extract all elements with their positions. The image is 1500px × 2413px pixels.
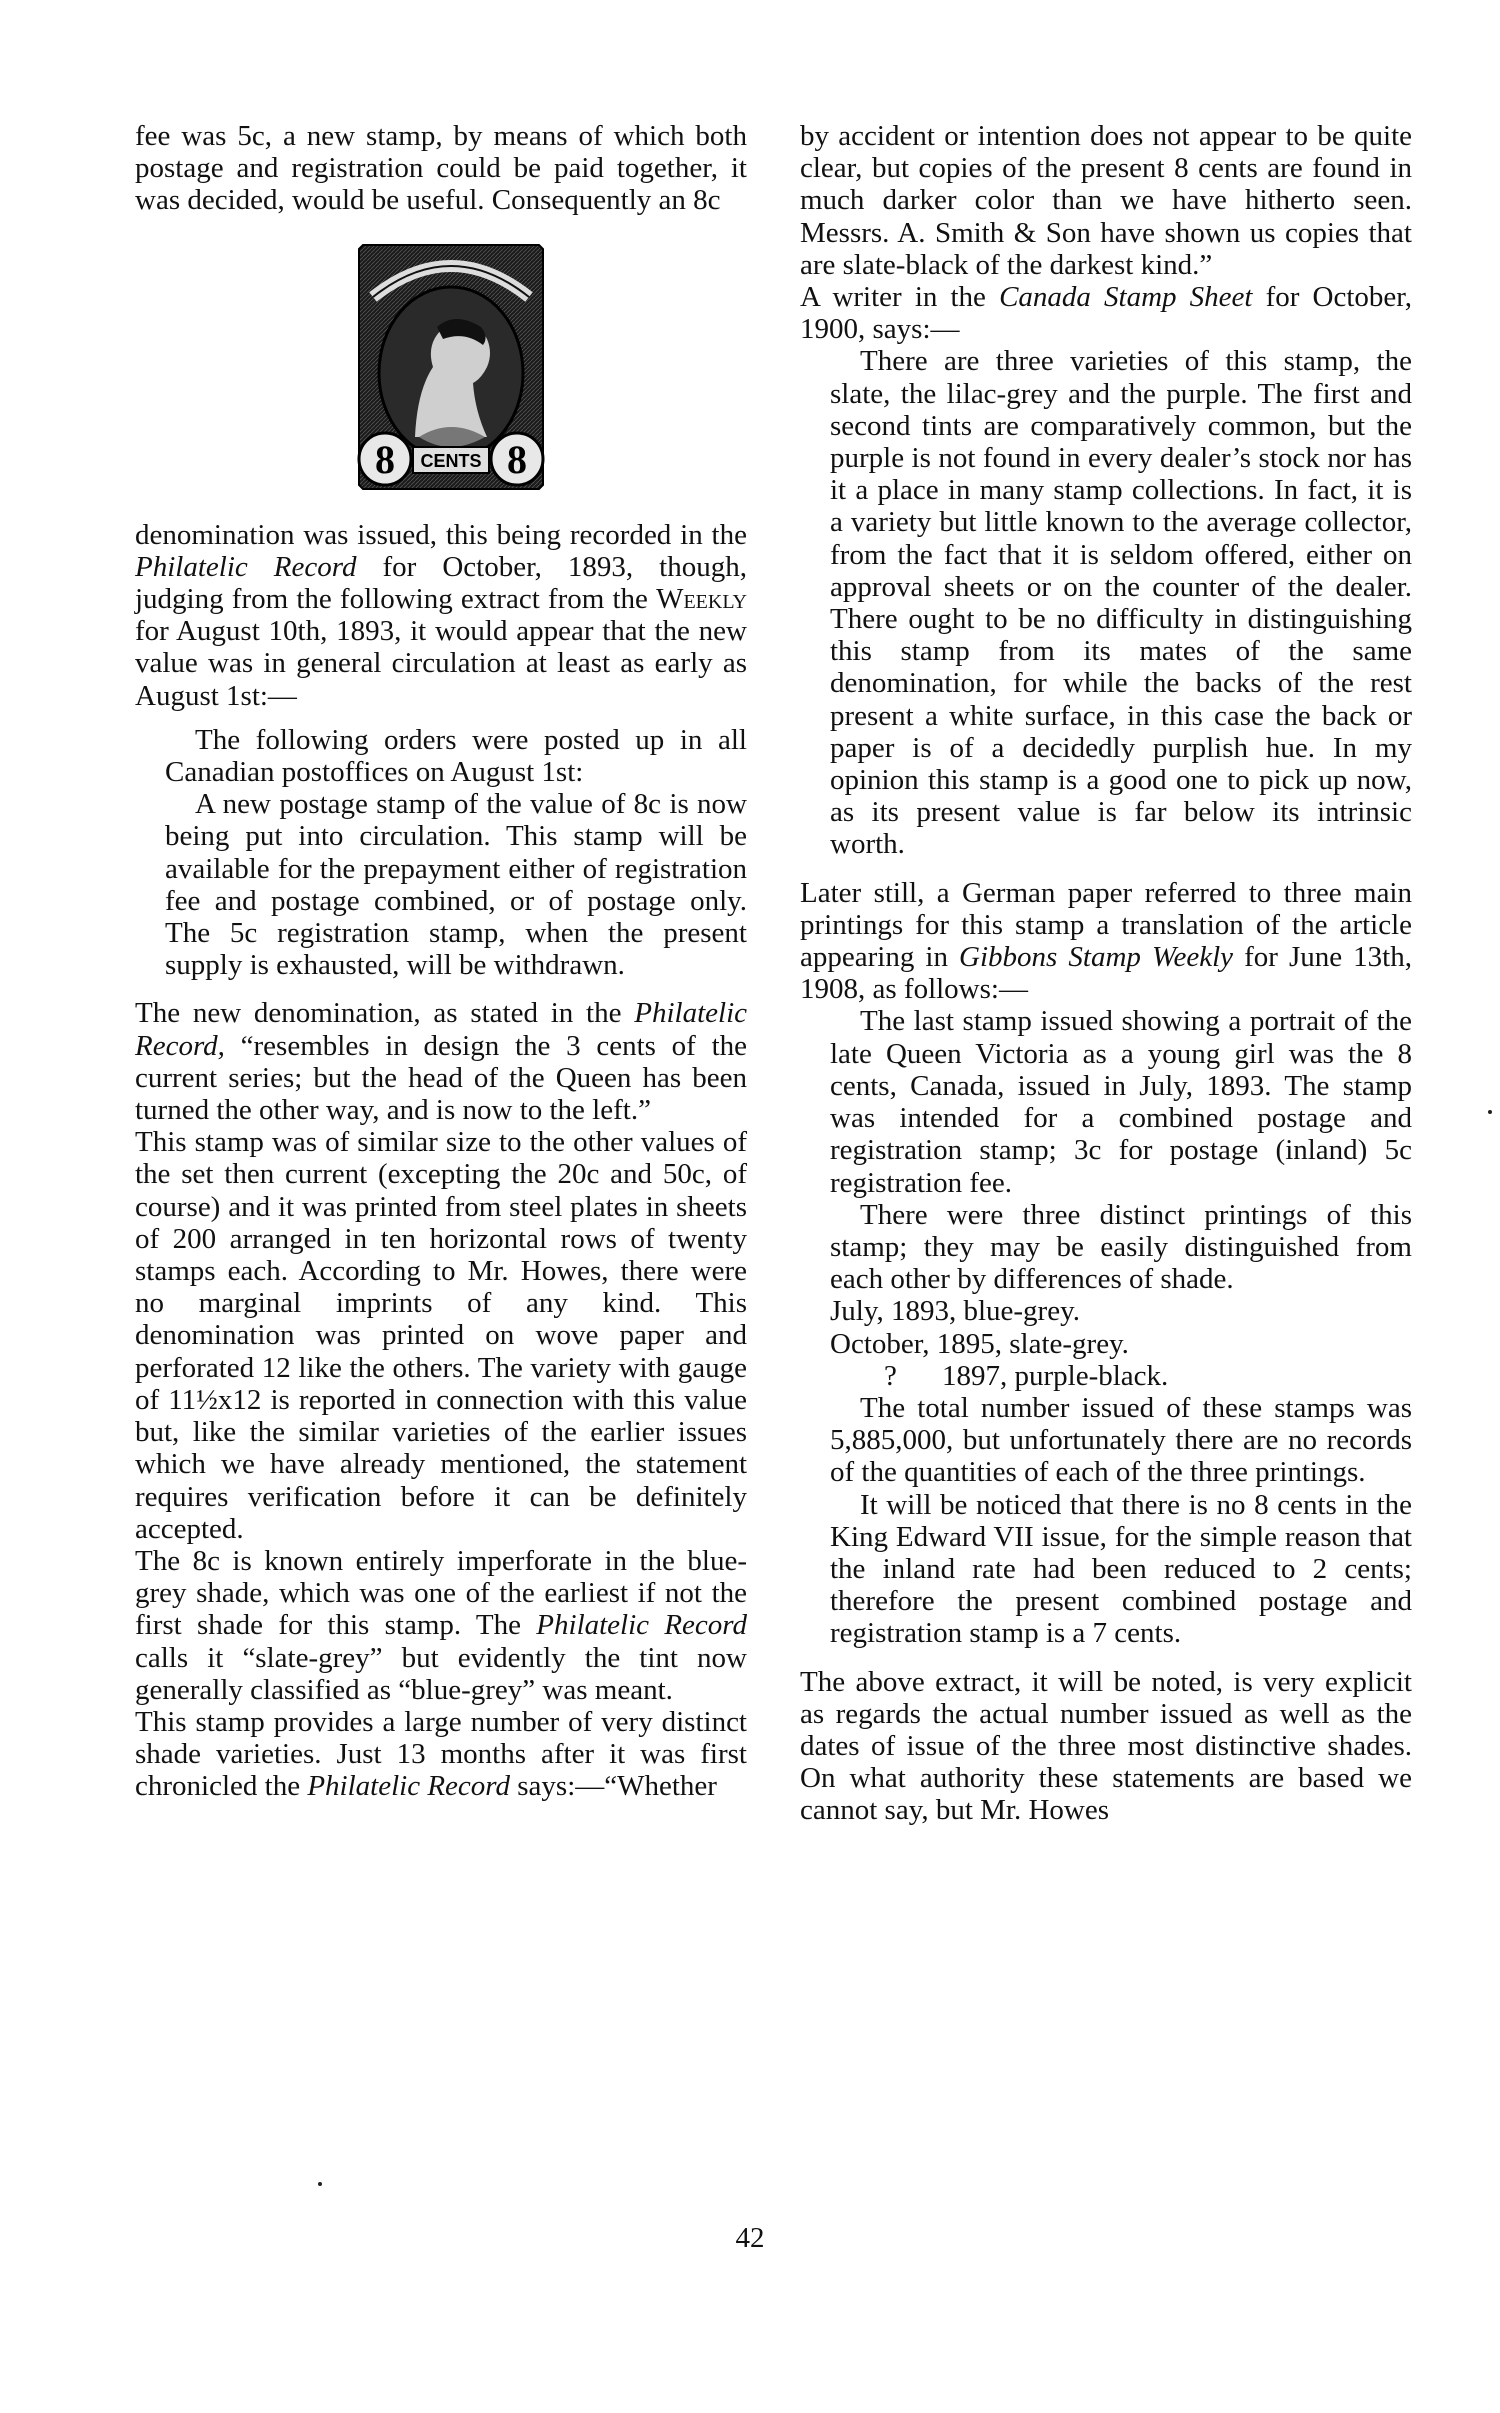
ink-speck: [1488, 1110, 1492, 1114]
stamp-cents-label: CENTS: [420, 450, 482, 471]
left-column: [135, 120, 747, 1803]
right-paragraph-2: A writer in the Canada Stamp Sheet for October, 1900, says:—: [800, 281, 1412, 346]
ink-speck: [318, 2182, 322, 2186]
stamp-denomination-left: 8: [375, 436, 395, 482]
right-quote-2: The last stamp issued showing a portrait of the late Queen Victoria as a young girl was the 8 cents, Canada, issued in July, 1893. The stamp was intended for a combined postage and registration stamp; 3c for postage (inland) 5c registration fee.: [830, 1005, 1412, 1199]
queen-victoria-8-cents-stamp-icon: [355, 241, 547, 493]
page-number: 42: [735, 2222, 765, 2254]
left-paragraph-3: The new denomination, as stated in the Philatelic Record, “resembles in design the 3 cents of the current series; but the head of the Queen has been turned the other way, and is now to the left.”: [135, 997, 747, 1127]
left-quote-2: A new postage stamp of the value of 8c is now being put into circulation. This stamp will be available for the prepayment either of registration fee and postage combined, or of postage only. The 5c registration stamp, when the present supply is exhausted, will be withdrawn.: [165, 788, 747, 982]
printing-list-item-2: October, 1895, slate-grey.: [830, 1327, 1129, 1360]
right-quote-3: There were three distinct printings of this stamp; they may be easily distinguished from each other by differences of shade.: [830, 1198, 1412, 1296]
left-paragraph-6: This stamp provides a large number of very distinct shade varieties. Just 13 months after it was first chronicled the Philatelic Record says:—“Whether: [135, 1705, 747, 1803]
right-column: [800, 120, 1412, 1827]
left-quote-1: The following orders were posted up in all Canadian postoffices on August 1st:: [165, 723, 747, 789]
left-paragraph-1: fee was 5c, a new stamp, by means of which both postage and registration could be paid together, it was decided, would be useful. Consequently an 8c: [135, 120, 747, 217]
left-paragraph-2: denomination was issued, this being recorded in the Philatelic Record for October, 1893, though, judging from the following extract from the Weekly for August 10th, 1893, it would appear that the new value was in general circulation at least as early as August 1st:—: [135, 518, 747, 712]
left-paragraph-5: The 8c is known entirely imperforate in the blue-grey shade, which was one of the earliest if not the first shade for this stamp. The Philatelic Record calls it “slate-grey” but evidently the tint now generally classified as “blue-grey” was meant.: [135, 1544, 747, 1706]
right-paragraph-3: Later still, a German paper referred to three main printings for this stamp a translation of the article appearing in Gibbons Stamp Weekly for June 13th, 1908, as follows:—: [800, 876, 1412, 1006]
right-paragraph-4: The above extract, it will be noted, is very explicit as regards the actual number issued as well as the dates of issue of the three most distinctive shades. On what authority these statements are based we cannot say, but Mr. Howes: [800, 1665, 1412, 1827]
right-quote-4: The total number issued of these stamps was 5,885,000, but unfortunately there are no records of the quantities of each of the three printings.: [830, 1391, 1412, 1489]
stamp-denomination-right: 8: [507, 436, 527, 482]
right-paragraph-1: by accident or intention does not appear to be quite clear, but copies of the present 8 cents are found in much darker color than we have hitherto seen. Messrs. A. Smith & Son have shown us copies that are slate-black of the darkest kind.”: [800, 120, 1412, 281]
right-quote-5: It will be noticed that there is no 8 cents in the King Edward VII issue, for the simple reason that the inland rate had been reduced to 2 cents; therefore the present combined postage and registration stamp is a 7 cents.: [830, 1488, 1412, 1650]
printing-list-item-1: July, 1893, blue-grey.: [830, 1295, 1080, 1328]
right-quote-1: There are three varieties of this stamp, the slate, the lilac-grey and the purple. The first and second tints are comparatively common, but the purple is not found in every dealer’s stock nor has it a place in many stamp collections. In fact, it is a variety but little known to the average collector, from the fact that it is seldom offered, either on approval sheets or on the counter of the dealer. There ought to be no difficulty in distinguishing this stamp from its mates of the same denomination, for while the backs of the rest present a white surface, in this case the back or paper is of a decidedly purplish hue. In my opinion this stamp is a good one to pick up now, as its present value is far below its intrinsic worth.: [830, 345, 1412, 861]
left-paragraph-4: This stamp was of similar size to the other values of the set then current (excepting the 20c and 50c, of course) and it was printed from steel plates in sheets of 200 arranged in ten horizontal rows of twenty stamps each. According to Mr. Howes, there were no marginal imprints of any kind. This denomination was printed on wove paper and perforated 12 like the others. The variety with gauge of 11½x12 is reported in connection with this value but, like the similar varieties of the earlier issues which we have already mentioned, the statement requires verification before it can be definitely accepted.: [135, 1126, 747, 1545]
printing-list-item-3: ? 1897, purple-black.: [884, 1359, 1169, 1392]
